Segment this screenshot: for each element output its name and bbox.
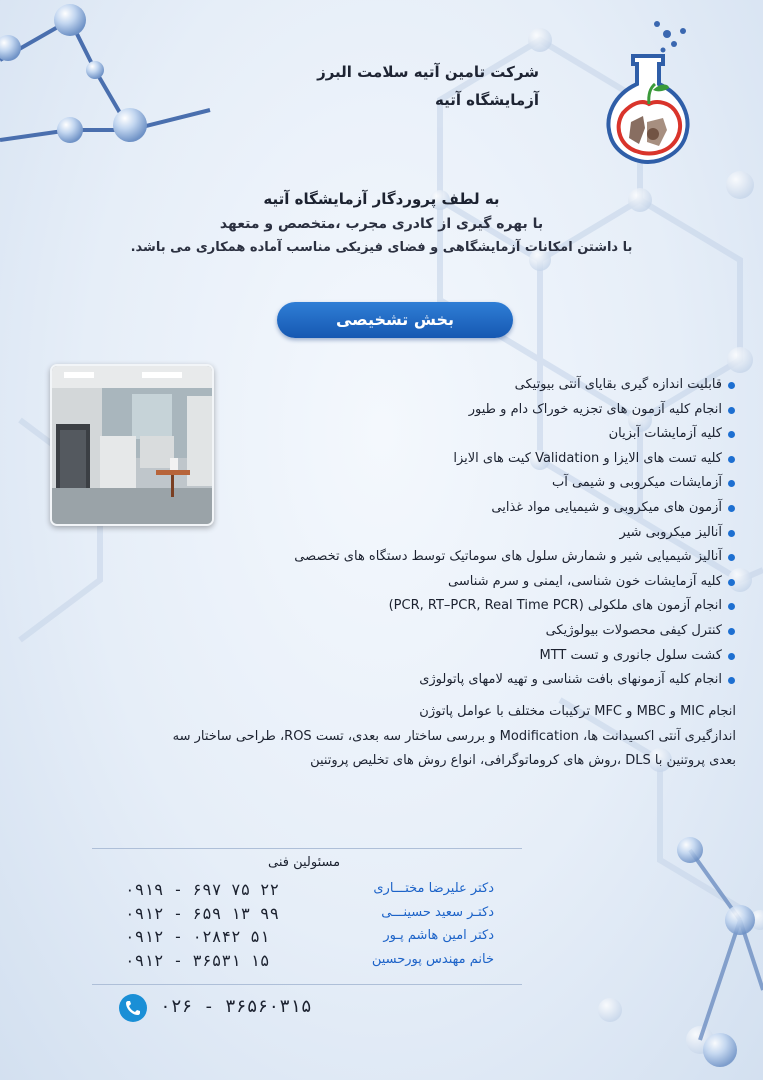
staff-name: دکتـر سعید حسینـــی: [381, 904, 494, 920]
contact-phone-number[interactable]: ۰۲۶ - ۳۶۵۶۰۳۱۵: [160, 996, 312, 1017]
intro-line-2: با بهره گیری از کادری مجرب ،متخصص و متعهد: [219, 216, 544, 232]
header: [317, 58, 539, 114]
staff-phone: ۰۹۱۲ - ۶۵۹ ۱۳ ۹۹: [125, 903, 280, 923]
divider: [92, 984, 522, 985]
lab-photo: [50, 364, 214, 526]
intro-section: [0, 190, 763, 255]
extra-line-3: بعدی پروتنین با DLS ،روش های کروماتوگرافی، انواع روش های تخلیص پروتنین: [310, 753, 736, 769]
company-name: شرکت تامین آتیه سلامت البرز: [317, 63, 539, 81]
extra-line-2: اندازگیری آنتی اکسیدانت ها، Modification و بررسی ساختار سه بعدی، تست ROS، طراحی ساختار سه: [172, 728, 736, 744]
staff-row: [125, 927, 500, 951]
staff-phone: ۰۹۱۲ - ۳۶۵۳۱ ۱۵: [125, 950, 270, 970]
lab-name: آزمایشگاه آتیه: [434, 91, 539, 109]
technical-staff-list: [125, 880, 500, 974]
list-item: آزمایشات میکروبی و شیمی آب: [196, 471, 736, 496]
list-item: انجام کلیه آزمون های تجزیه خوراک دام و طیور: [196, 398, 736, 423]
diagnostics-section-banner: بخش تشخیصی: [277, 302, 513, 338]
lab-flask-logo: [593, 18, 703, 168]
list-item: کلیه آزمایشات آبزیان: [196, 422, 736, 447]
phone-icon: [119, 994, 147, 1022]
diagnostic-services-list: [196, 373, 736, 693]
intro-line-1: به لطف پروردگار آزمایشگاه آتیه: [263, 190, 500, 208]
list-item: کلیه آزمایشات خون شناسی، ایمنی و سرم شناسی: [196, 570, 736, 595]
list-item: کلیه تست های الایزا و Validation کیت های الایزا: [196, 447, 736, 472]
list-item: قابلیت اندازه گیری بقایای آنتی بیوتیکی: [196, 373, 736, 398]
list-item: انجام کلیه آزمونهای بافت شناسی و تهیه لامهای پاتولوژی: [196, 668, 736, 693]
list-item: آنالیز میکروبی شیر: [196, 521, 736, 546]
additional-services: [150, 700, 736, 774]
staff-row: [125, 951, 500, 975]
staff-row: [125, 904, 500, 928]
staff-row: [125, 880, 500, 904]
staff-phone: ۰۹۱۹ - ۶۹۷ ۷۵ ۲۲: [125, 880, 280, 899]
staff-name: دکتر علیرضا مختـــاری: [373, 881, 494, 896]
extra-line-1: انجام MIC و MBC و MFC ترکیبات مختلف با عوامل پاتوژن: [419, 704, 736, 719]
list-item: کشت سلول جانوری و تست MTT: [196, 644, 736, 669]
staff-name: دکتر امین هاشم پـور: [383, 928, 494, 943]
list-item: انجام آزمون های ملکولی (PCR, RT–PCR, Real Time PCR): [196, 594, 736, 619]
list-item: کنترل کیفی محصولات بیولوژیکی: [196, 619, 736, 644]
list-item: آنالیز شیمیایی شیر و شمارش سلول های سوماتیک توسط دستگاه های تخصصی: [196, 545, 736, 570]
technical-staff-title: مسئولین فنی: [268, 855, 341, 870]
divider: [92, 848, 522, 849]
list-item: آزمون های میکروبی و شیمیایی مواد غذایی: [196, 496, 736, 521]
staff-name: خانم مهندس پورحسین: [371, 951, 494, 967]
staff-phone: ۰۹۱۲ - ۰۲۸۴۲ ۵۱: [125, 927, 270, 946]
intro-line-3: با داشتن امکانات آزمایشگاهی و فضای فیزیکی مناسب آماده همکاری می باشد.: [130, 240, 633, 255]
